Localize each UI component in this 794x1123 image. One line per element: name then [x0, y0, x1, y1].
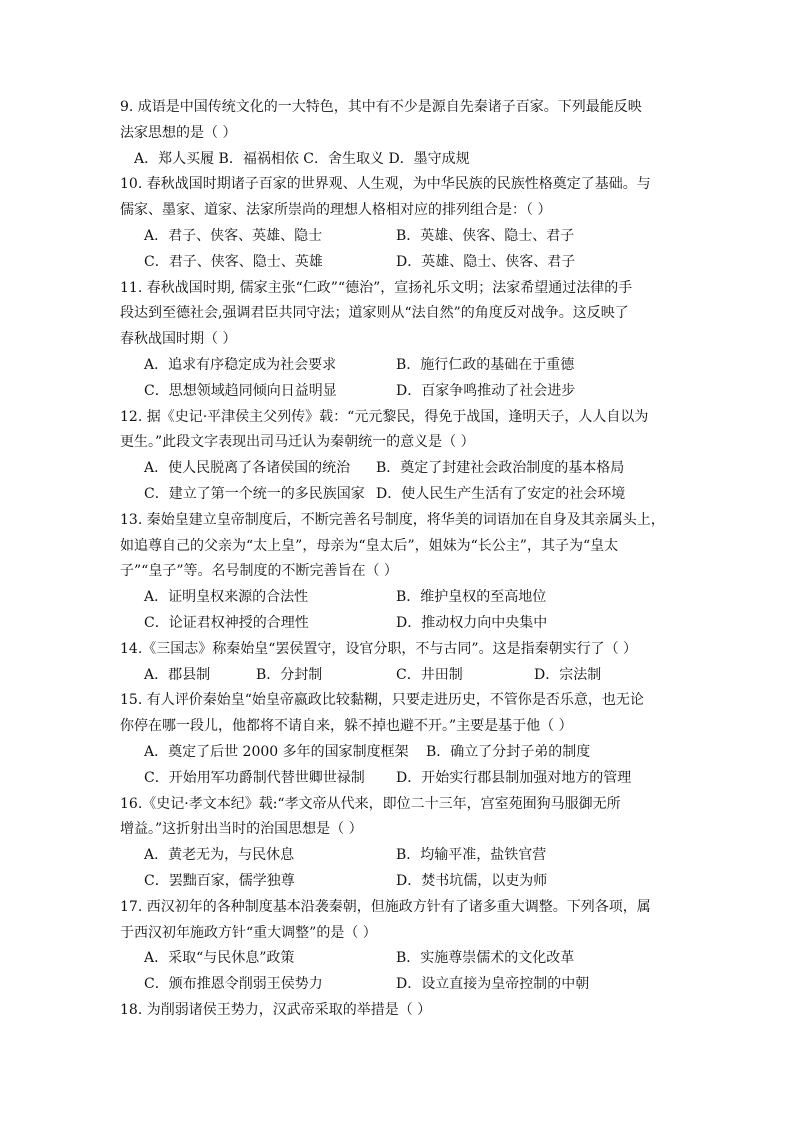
question-stem-line: 于西汉初年施政方针“重大调整”的是（ ） — [120, 924, 377, 941]
question-stem-line: 儒家、墨家、道家、法家所崇尚的理想人格相对应的排列组合是：（ ） — [120, 202, 552, 219]
option-b: B．施行仁政的基础在于重德 — [396, 356, 575, 373]
question-stem-line: 16.《史记·孝文本纪》载:“孝文帝从代来，即位二十三年，宫室苑囿狗马服御无所 — [120, 795, 621, 812]
question-stem-line: 子”“皇子”等。名号制度的不断完善旨在（ ） — [120, 563, 398, 580]
options-row — [120, 585, 680, 611]
option-a: A．使人民脱离了各诸侯国的统治 — [144, 460, 351, 477]
question-stem-line: 法家思想的是（ ） — [120, 124, 237, 141]
options-row — [120, 353, 680, 379]
options-row — [120, 456, 680, 482]
question-stem-line: 春秋战国时期（ ） — [120, 331, 237, 348]
question-options-line: A．郑人买履 B．福祸相依 C．舍生取义 D．墨守成规 — [134, 150, 470, 167]
option-c: C．井田制 — [396, 666, 463, 683]
options-row — [120, 740, 680, 766]
question-17 — [120, 895, 680, 998]
options-row — [120, 766, 680, 792]
question-stem-line: 如追尊自己的父亲为“太上皇”，母亲为“皇太后”，姐妹为“长公主”，其子为“皇太 — [120, 537, 619, 554]
option-b: B．奠定了封建社会政治制度的基本格局 — [376, 460, 625, 477]
option-b: B．维护皇权的至高地位 — [396, 589, 547, 606]
option-b: B．确立了分封子弟的制度 — [426, 743, 591, 760]
option-a: A．证明皇权来源的合法性 — [144, 589, 309, 606]
option-a: A．追求有序稳定成为社会要求 — [144, 356, 337, 373]
option-d: D．推动权力向中央集中 — [396, 614, 548, 631]
option-d: D．设立直接为皇帝控制的中朝 — [396, 976, 590, 993]
question-stem-line: 9. 成语是中国传统文化的一大特色，其中有不少是源自先秦诸子百家。下列最能反映 — [120, 99, 642, 115]
option-b: B．分封制 — [256, 666, 323, 683]
question-11 — [120, 276, 680, 405]
option-c: C．论证君权神授的合理性 — [144, 614, 309, 631]
options-row — [120, 972, 680, 998]
options-row — [120, 663, 680, 689]
option-c: C．开始用军功爵制代替世卿世禄制 — [144, 769, 365, 786]
question-18 — [120, 998, 680, 1024]
question-list — [120, 95, 680, 1024]
option-c: C．君子、侠客、隐士、英雄 — [144, 253, 323, 270]
options-row — [120, 250, 680, 276]
question-12 — [120, 405, 680, 508]
option-d: D．焚书坑儒，以吏为师 — [396, 872, 548, 889]
option-a: A．君子、侠客、英雄、隐士 — [144, 227, 323, 244]
option-d: D．使人民生产生活有了安定的社会环境 — [376, 485, 626, 502]
question-9 — [120, 95, 680, 172]
options-row — [120, 379, 680, 405]
question-stem-line: 你停在哪一段儿，他都将不请自来，躲不掉也避不开。”主要是基于他（ ） — [120, 718, 573, 735]
question-14 — [120, 637, 680, 689]
question-stem-line: 11. 春秋战国时期, 儒家主张“仁政”“德治”，宣扬礼乐文明；法家希望通过法律的手 — [120, 279, 633, 296]
options-row — [120, 224, 680, 250]
option-a: A．郡县制 — [144, 666, 211, 683]
option-d: D．英雄、隐士、侠客、君子 — [396, 253, 576, 270]
option-c: C．颁布推恩令削弱王侯势力 — [144, 976, 323, 993]
question-15 — [120, 688, 680, 791]
question-stem-line: 13. 秦始皇建立皇帝制度后，不断完善名号制度，将华美的词语加在自身及其亲属头上， — [120, 511, 665, 528]
option-b: B．均输平准，盐铁官营 — [396, 847, 547, 864]
question-stem-line: 更生。”此段文字表现出司马迁认为秦朝统一的意义是（ ） — [120, 434, 475, 451]
question-stem-line: 增益。”这折射出当时的治国思想是（ ） — [120, 821, 363, 838]
option-d: D．百家争鸣推动了社会进步 — [396, 382, 576, 399]
question-stem-line: 10. 春秋战国时期诸子百家的世界观、人生观，为中华民族的民族性格奠定了基础。与 — [120, 176, 651, 193]
question-stem-line: 17. 西汉初年的各种制度基本沿袭秦朝，但施政方针有了诸多重大调整。下列各项，属 — [120, 898, 651, 915]
options-row — [120, 482, 680, 508]
option-c: C．建立了第一个统一的多民族国家 — [144, 485, 365, 502]
question-stem-line: 15. 有人评价秦始皇“始皇帝嬴政比较黏糊，只要走进历史，不管你是否乐意，也无论 — [120, 692, 644, 709]
option-b: B．实施尊崇儒术的文化改革 — [396, 950, 575, 967]
option-d: D．开始实行郡县制加强对地方的管理 — [396, 769, 632, 786]
options-row — [120, 611, 680, 637]
question-16 — [120, 792, 680, 895]
option-d: D．宗法制 — [534, 666, 602, 683]
option-b: B．英雄、侠客、隐士、君子 — [396, 227, 575, 244]
question-stem-line: 18. 为削弱诸侯王势力，汉武帝采取的举措是（ ） — [120, 1001, 432, 1018]
question-stem-line: 段达到至德社会,强调君臣共同守法；道家则从“法自然”的角度反对战争。这反映了 — [120, 305, 629, 322]
options-row — [120, 946, 680, 972]
question-10 — [120, 172, 680, 275]
question-13 — [120, 508, 680, 637]
option-a: A．奠定了后世 2000 多年的国家制度框架 — [144, 743, 409, 760]
option-c: C．思想领域趋同倾向日益明显 — [144, 382, 337, 399]
option-c: C．罢黜百家，儒学独尊 — [144, 872, 295, 889]
option-a: A．黄老无为，与民休息 — [144, 847, 295, 864]
question-stem-line: 14.《三国志》称秦始皇“罢侯置守，设官分职，不与古同”。这是指秦朝实行了（ ） — [120, 640, 638, 657]
options-row — [120, 843, 680, 869]
option-a: A．采取“与民休息”政策 — [144, 950, 295, 967]
options-row — [120, 869, 680, 895]
question-stem-line: 12. 据《史记·平津侯主父列传》载：“元元黎民，得免于战国，逢明天子，人人自以为 — [120, 408, 649, 425]
